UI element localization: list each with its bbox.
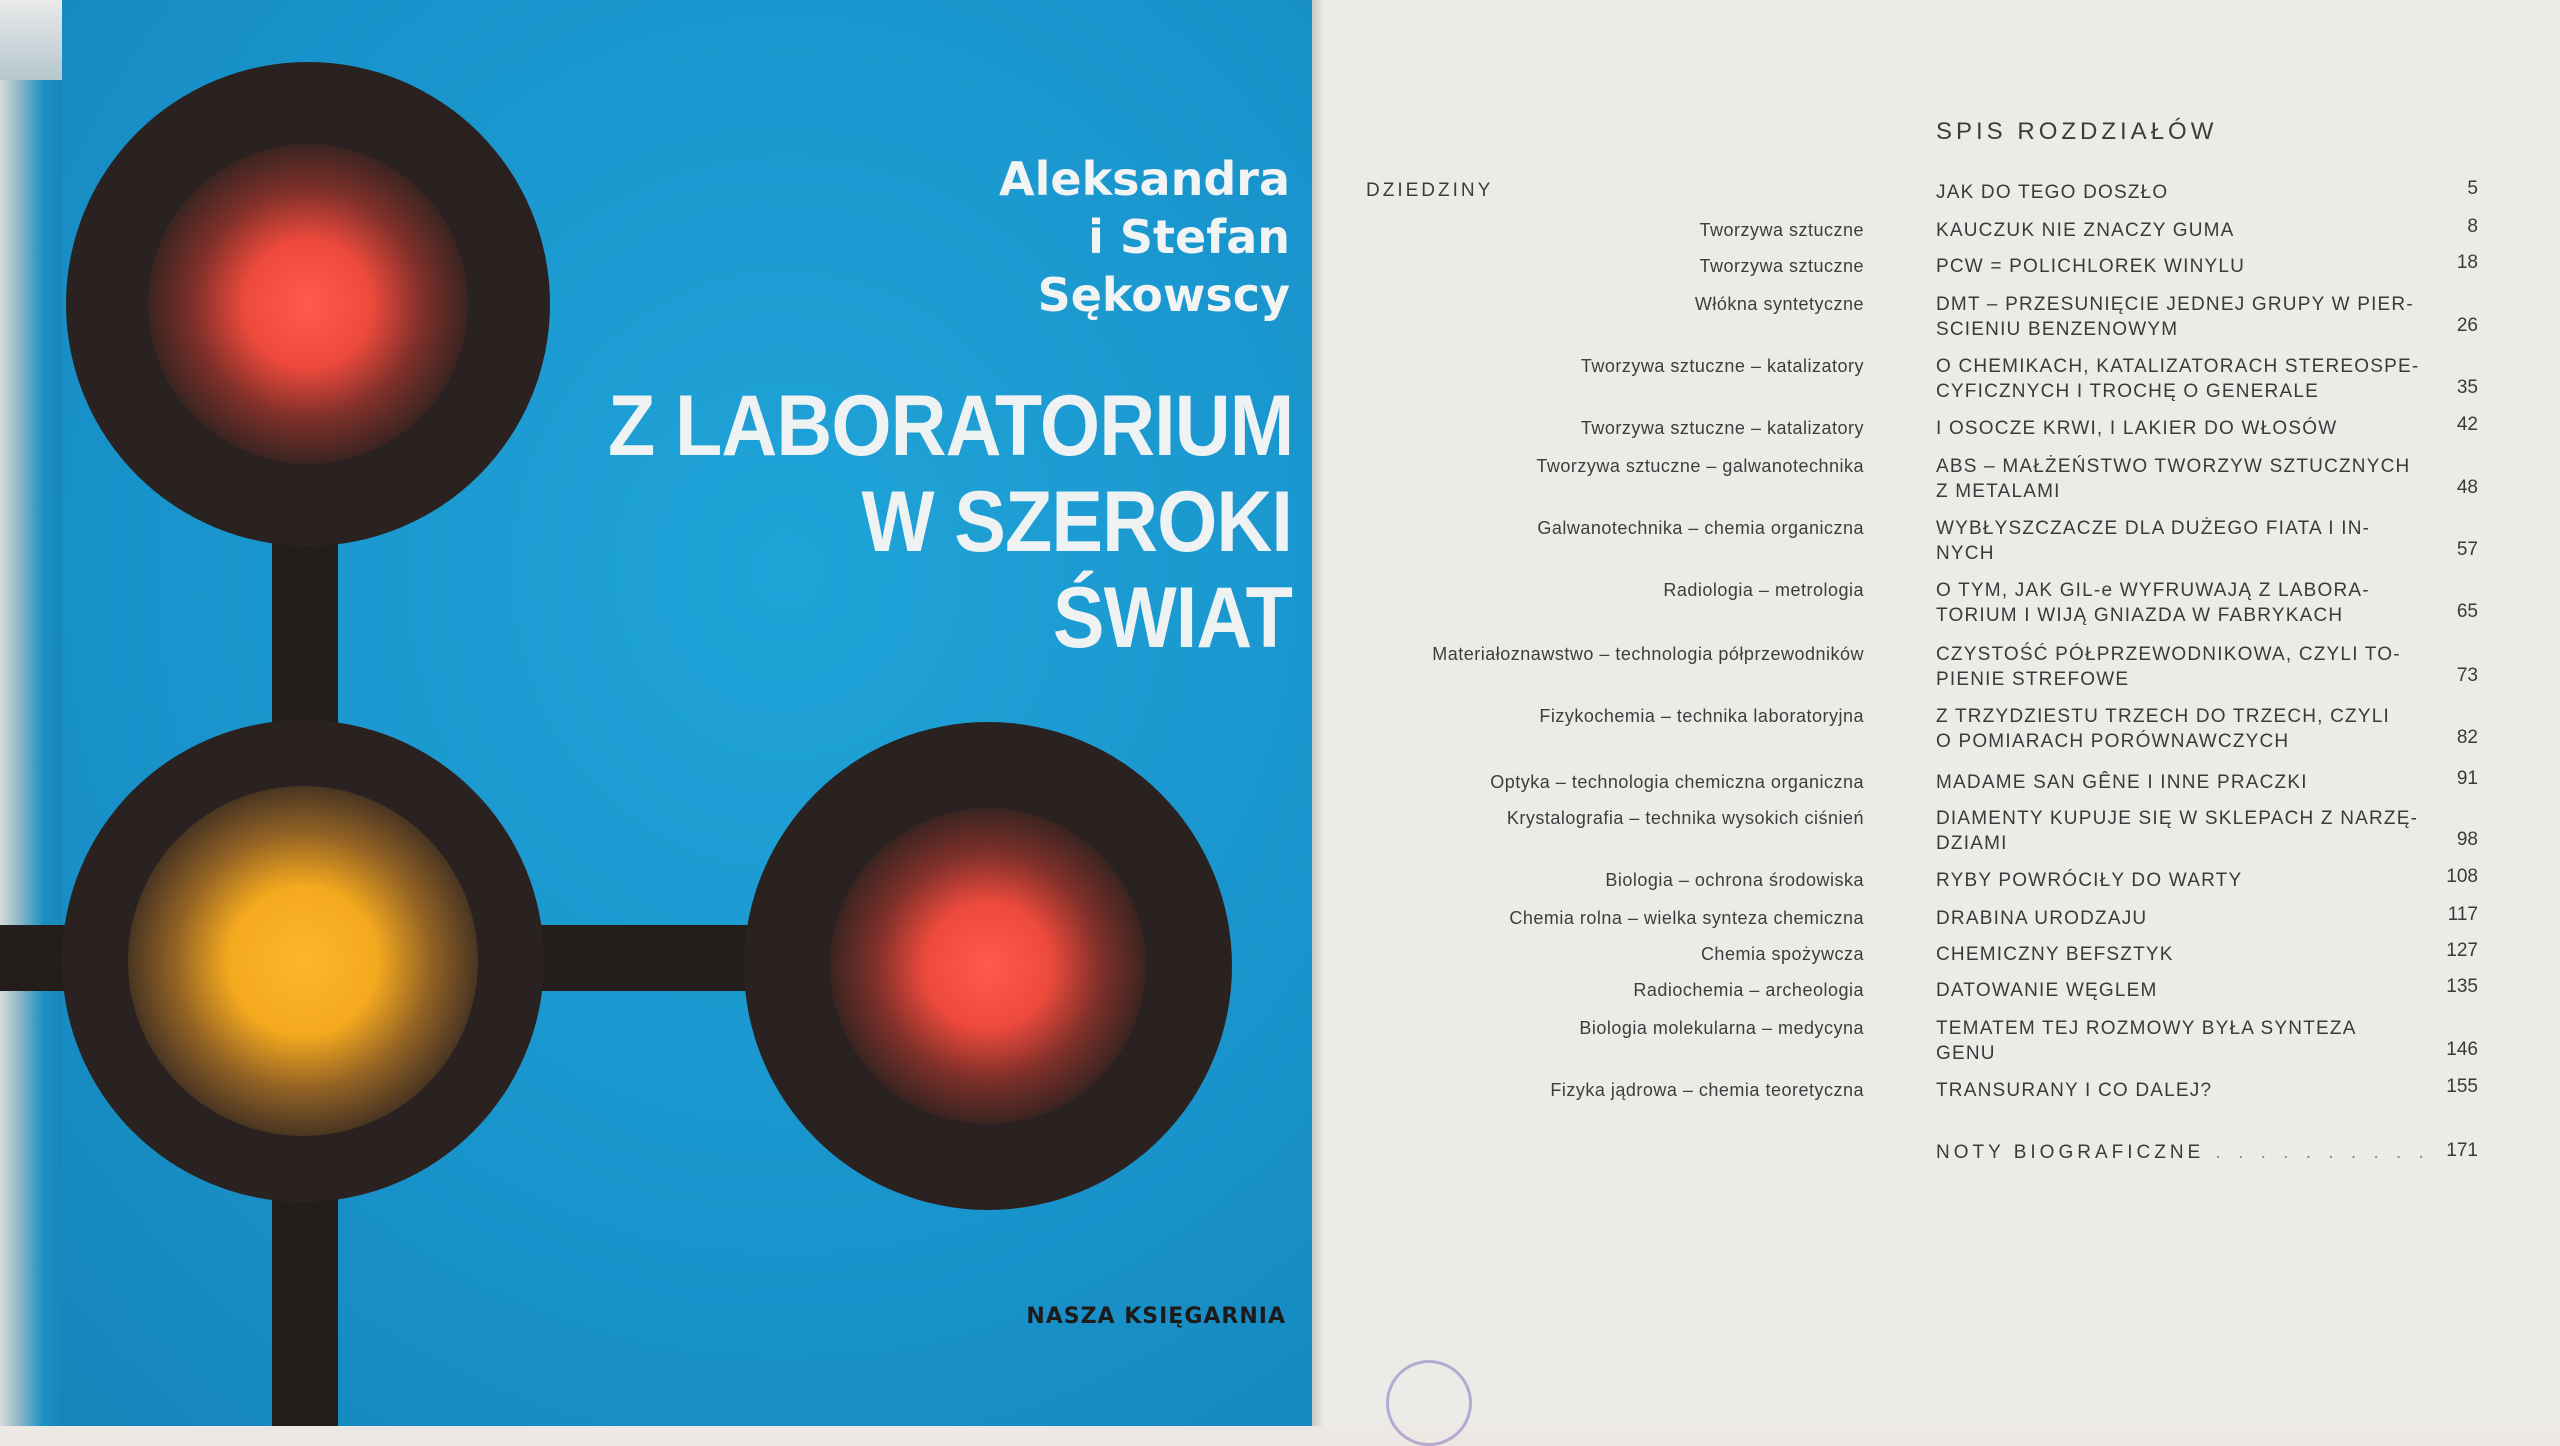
cover-authors xyxy=(770,150,1290,324)
toc-chapter-title-line: DATOWANIE WĘGLEM xyxy=(1936,980,2158,1001)
toc-page-number: 26 xyxy=(2456,315,2478,336)
toc-chapter-title-line: O POMIARACH PORÓWNAWCZYCH xyxy=(1936,731,2290,752)
toc-chapter-title xyxy=(1936,642,2406,692)
toc-chapter-title-line: I OSOCZE KRWI, I LAKIER DO WŁOSÓW xyxy=(1936,418,2338,439)
toc-chapter-title-line: MADAME SAN GÊNE I INNE PRACZKI xyxy=(1936,772,2308,793)
toc-chapter-title xyxy=(1936,942,2406,967)
toc-page-number: 57 xyxy=(2456,539,2478,560)
toc-field: Optyka – technologia chemiczna organiczna xyxy=(1490,772,1864,792)
toc-page-number: 18 xyxy=(2456,252,2478,273)
toc-chapter-title-line: SCIENIU BENZENOWYM xyxy=(1936,319,2179,340)
toc-chapter-title xyxy=(1936,806,2419,856)
toc-field: Tworzywa sztuczne – katalizatory xyxy=(1580,418,1864,438)
toc-chapter-title-line: PCW = POLICHLOREK WINYLU xyxy=(1936,256,2246,277)
toc-field: Radiochemia – archeologia xyxy=(1633,980,1864,1000)
toc-chapter-title xyxy=(1936,454,2411,504)
toc-chapter-title xyxy=(1936,770,2406,795)
toc-chapter-title xyxy=(1936,906,2406,931)
toc-field: Tworzywa sztuczne – katalizatory xyxy=(1580,356,1864,376)
toc-chapter-title-line: DMT – PRZESUNIĘCIE JEDNEJ GRUPY W PIER- xyxy=(1936,294,2414,315)
toc-chapter-title xyxy=(1936,218,2406,243)
toc-chapter-title-line: TRANSURANY I CO DALEJ? xyxy=(1936,1080,2213,1101)
toc-chapter-title xyxy=(1936,354,2420,404)
toc-chapter-title xyxy=(1936,1016,2406,1066)
toc-field: Tworzywa sztuczne xyxy=(1699,256,1864,276)
author-line-2: i Stefan xyxy=(1088,210,1290,264)
toc-chapter-title-line: DZIAMI xyxy=(1936,833,2008,854)
toc-field: Fizykochemia – technika laboratoryjna xyxy=(1539,706,1864,726)
title-line-3: ŚWIAT xyxy=(1052,570,1292,666)
atom-glow-red xyxy=(148,144,468,464)
toc-page-number: 117 xyxy=(2447,904,2478,925)
toc-chapter-title xyxy=(1936,1078,2406,1103)
toc-chapter-title-line: WYBŁYSZCZACZE DLA DUŻEGO FIATA I IN- xyxy=(1936,518,2371,539)
toc-chapter-title-line: TORIUM I WIJĄ GNIAZDA W FABRYKACH xyxy=(1936,605,2344,626)
toc-chapter-title-line: CZYSTOŚĆ PÓŁPRZEWODNIKOWA, CZYLI TO- xyxy=(1936,644,2401,665)
toc-field: Biologia – ochrona środowiska xyxy=(1605,870,1864,890)
molecule-atom-right xyxy=(744,722,1232,1210)
spine-edge xyxy=(0,0,62,1426)
toc-field: Włókna syntetyczne xyxy=(1694,294,1864,314)
toc-page-number: 155 xyxy=(2446,1076,2478,1097)
toc-field: Materiałoznawstwo – technologia półprzewodników xyxy=(1432,644,1864,664)
toc-notes-page: 171 xyxy=(2446,1140,2478,1161)
toc-chapter-title xyxy=(1936,416,2406,441)
toc-field: Chemia rolna – wielka synteza chemiczna xyxy=(1509,908,1864,928)
toc-page-number: 98 xyxy=(2456,829,2478,850)
molecule-atom-top xyxy=(66,62,550,546)
toc-chapter-title-line: O TYM, JAK GIL-e WYFRUWAJĄ Z LABORA- xyxy=(1936,580,2370,601)
toc-page-number: 8 xyxy=(2467,216,2478,237)
spine-top-wear xyxy=(0,0,62,80)
toc-heading: SPIS ROZDZIAŁÓW xyxy=(1936,118,2218,145)
toc-field: Tworzywa sztuczne – galwanotechnika xyxy=(1536,456,1864,476)
toc-field: Chemia spożywcza xyxy=(1700,944,1864,964)
toc-chapter-title-line: NYCH xyxy=(1936,543,1995,564)
toc-page-number: 48 xyxy=(2456,477,2478,498)
toc-page-number: 35 xyxy=(2456,377,2478,398)
toc-chapter-title xyxy=(1936,868,2406,893)
toc-chapter-title-line: O CHEMIKACH, KATALIZATORACH STEREOSPE- xyxy=(1936,356,2420,377)
toc-page-number: 65 xyxy=(2456,601,2478,622)
toc-page-number: 127 xyxy=(2446,940,2478,961)
toc-chapter-title xyxy=(1936,254,2406,279)
toc-page-number: 135 xyxy=(2446,976,2478,997)
toc-page-number: 73 xyxy=(2456,665,2478,686)
toc-page-number: 108 xyxy=(2446,866,2478,887)
toc-chapter-title-line: PIENIE STREFOWE xyxy=(1936,669,2130,690)
toc-field: Radiologia – metrologia xyxy=(1663,580,1864,600)
table-of-contents-page xyxy=(1312,0,2560,1426)
toc-chapter-title xyxy=(1936,704,2406,754)
toc-chapter-title xyxy=(1936,292,2414,342)
toc-field: Galwanotechnika – chemia organiczna xyxy=(1537,518,1864,538)
toc-chapter-title-line: Z TRZYDZIESTU TRZECH DO TRZECH, CZYLI xyxy=(1936,706,2390,727)
atom-glow-red xyxy=(830,808,1146,1124)
atom-glow-yellow xyxy=(128,786,478,1136)
toc-chapter-title-line: JAK DO TEGO DOSZŁO xyxy=(1936,182,2169,203)
toc-page-number: 91 xyxy=(2456,768,2478,789)
toc-field: Tworzywa sztuczne xyxy=(1699,220,1864,240)
toc-chapter-title-line: RYBY POWRÓCIŁY DO WARTY xyxy=(1936,870,2243,891)
toc-field: Krystalografia – technika wysokich ciśnień xyxy=(1506,808,1864,828)
toc-chapter-title xyxy=(1936,180,2406,205)
fields-heading: DZIEDZINY xyxy=(1366,180,1494,201)
cover-title xyxy=(608,378,1292,666)
author-line-3: Sękowscy xyxy=(1037,268,1290,322)
toc-notes-title: NOTY BIOGRAFICZNE . . . . . . . . . . xyxy=(1936,1142,2430,1163)
toc-chapter-title-line: DIAMENTY KUPUJE SIĘ W SKLEPACH Z NARZĘ- xyxy=(1936,808,2419,829)
toc-chapter-title-line: TEMATEM TEJ ROZMOWY BYŁA SYNTEZA xyxy=(1936,1018,2357,1039)
toc-chapter-title-line: ABS – MAŁŻEŃSTWO TWORZYW SZTUCZNYCH xyxy=(1936,456,2411,477)
toc-page-number: 82 xyxy=(2456,727,2478,748)
toc-chapter-title xyxy=(1936,978,2406,1003)
library-stamp xyxy=(1386,1360,1472,1446)
toc-chapter-title-line: CHEMICZNY BEFSZTYK xyxy=(1936,944,2174,965)
toc-chapter-title-line: Z METALAMI xyxy=(1936,481,2061,502)
author-line-1: Aleksandra xyxy=(999,152,1290,206)
molecule-atom-left xyxy=(62,720,544,1202)
toc-chapter-title xyxy=(1936,516,2406,566)
toc-page-number: 42 xyxy=(2456,414,2478,435)
toc-page-number: 5 xyxy=(2467,178,2478,199)
toc-chapter-title-line: GENU xyxy=(1936,1043,1996,1064)
toc-chapter-title-line: KAUCZUK NIE ZNACZY GUMA xyxy=(1936,220,2235,241)
toc-page-number: 146 xyxy=(2446,1039,2478,1060)
cover-publisher: NASZA KSIĘGARNIA xyxy=(1026,1304,1286,1329)
toc-chapter-title-line: DRABINA URODZAJU xyxy=(1936,908,2148,929)
toc-field: Fizyka jądrowa – chemia teoretyczna xyxy=(1550,1080,1864,1100)
title-line-1: Z LABORATORIUM xyxy=(608,378,1294,474)
title-line-2: W SZEROKI xyxy=(861,474,1292,570)
toc-field: Biologia molekularna – medycyna xyxy=(1579,1018,1864,1038)
toc-chapter-title xyxy=(1936,578,2406,628)
toc-chapter-title-line: CYFICZNYCH I TROCHĘ O GENERALE xyxy=(1936,381,2319,402)
